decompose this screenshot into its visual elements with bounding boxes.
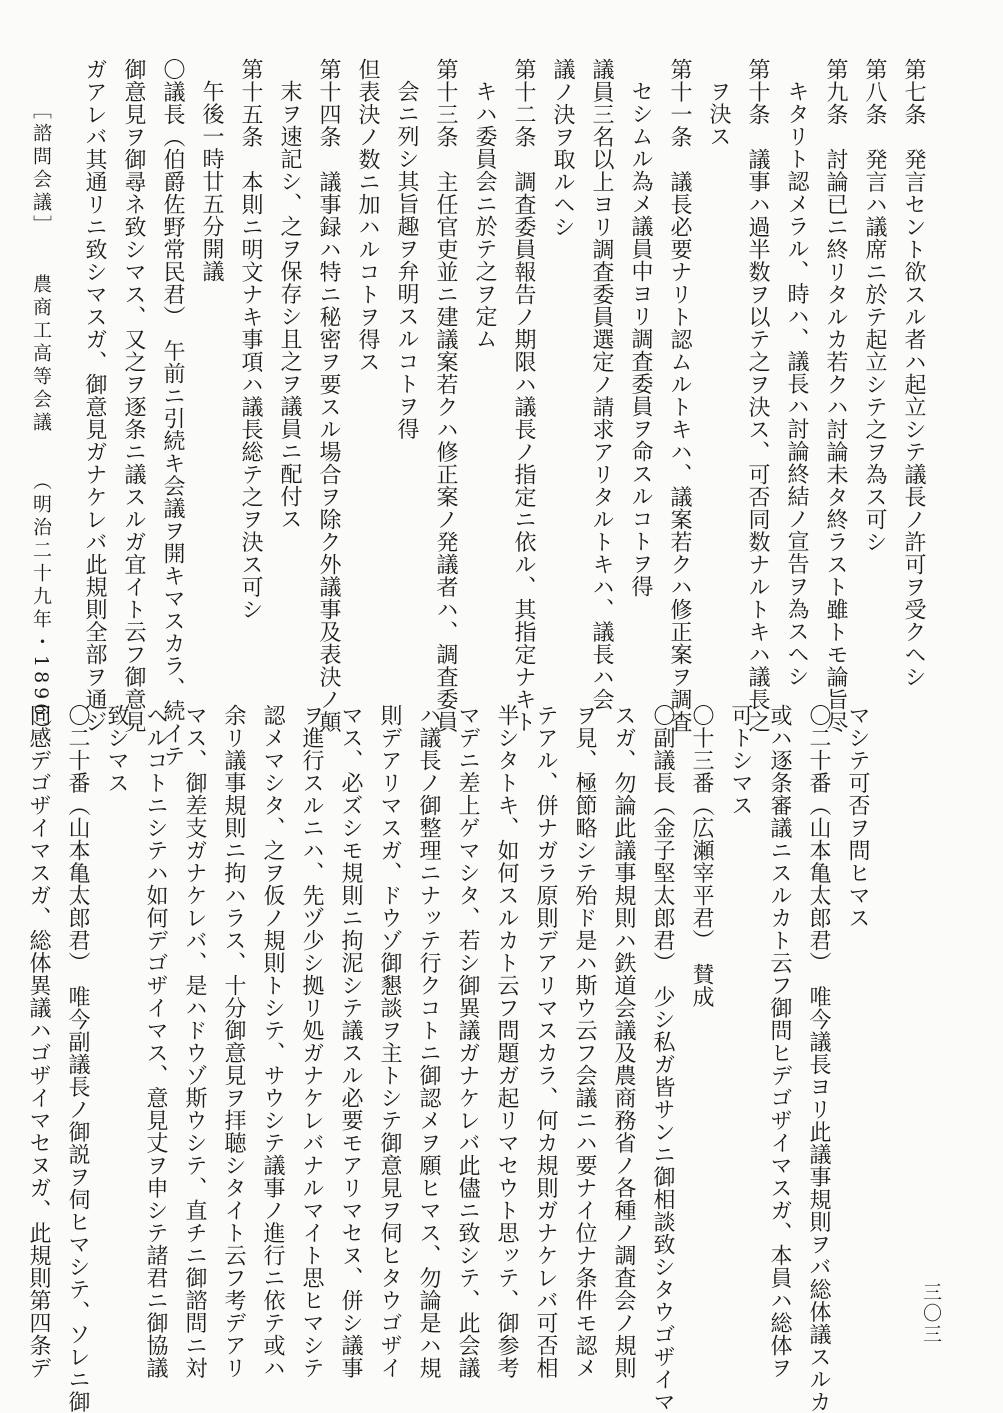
text-line: マス、御差支ガナケレバ、是ハドウゾ斯ウシテ、直チニ御諮問ニ対 [182, 704, 207, 1379]
text-line: 第九条 討論已ニ終リタルカ若クハ討論未タ終ラスト雖トモ論旨尽 [823, 58, 848, 733]
text-line: 第十条 議事ハ過半数ヲ以テ之ヲ決ス、可否同数ナルトキハ議長之 [745, 58, 770, 733]
text-line: マシテ可否ヲ問ヒマス [845, 704, 870, 929]
text-line: 議ノ決ヲ取ルヘシ [550, 58, 575, 238]
text-line: 第八条 発言ハ議席ニ於テ起立シテ之ヲ為ス可シ [862, 58, 887, 553]
text-line: ヘルコトニシテハ如何デゴザイマス、意見丈ヲ申シテ諸君ニ御協議 [143, 704, 168, 1379]
text-line: 末ヲ速記シ、之ヲ保存シ且之ヲ議員ニ配付ス [277, 80, 302, 530]
header-title: 農商工高等会議 [30, 274, 52, 436]
text-line: 第十三条 主任官吏並ニ建議案若クハ修正案ノ発議者ハ、調査委員 [433, 58, 458, 733]
running-header [28, 100, 55, 768]
lower-text-block [26, 704, 877, 1413]
text-line: 第十二条 調査委員報告ノ期限ハ議長ノ指定ニ依ル、其指定ナキト [511, 58, 536, 733]
text-line: 第十五条 本則ニ明文ナキ事項ハ議長総テ之ヲ決ス可シ [238, 58, 263, 621]
text-line: テアル、併ナガラ原則デアリマスカラ、何カ規則ガナケレバ可否相 [533, 704, 558, 1379]
text-line: スガ、勿論此議事規則ハ鉄道会議及農商務省ノ各種ノ調査会ノ規則 [611, 704, 636, 1379]
text-line: 会ニ列シ其旨趣ヲ弁明スルコトヲ得 [394, 80, 419, 440]
page-number: 三〇三 [920, 1282, 942, 1345]
text-line: 御意見ヲ御尋ネ致シマス、又之ヲ逐条ニ議スルガ宜イト云フ御意見 [121, 58, 146, 733]
text-line: 余リ議事規則ニ拘ハラス、十分御意見ヲ拝聴シタイト云フ考デアリ [221, 704, 246, 1379]
text-line: ヲ決ス [706, 80, 731, 148]
text-line: 第十四条 議事録ハ特ニ秘密ヲ要スル場合ヲ除ク外議事及表決ノ顛 [316, 58, 341, 733]
text-line: 第十一条 議長必要ナリト認ムルトキハ、議案若クハ修正案ヲ調査 [667, 58, 692, 733]
text-line: セシムル為メ議員中ヨリ調査委員ヲ命スルコトヲ得 [628, 80, 653, 598]
text-line: 〇二十番（山本亀太郎君） 唯今議長ヨリ此議事規則ヲバ総体議スルカ [806, 704, 831, 1413]
text-line: 致シマス [104, 704, 129, 794]
text-line: ヲ見、極節略シテ殆ド是ハ斯ウ云フ会議ニハ要ナイ位ナ条件モ認メ [572, 704, 597, 1379]
text-line: キタリト認メラル、時ハ、議長ハ討論終結ノ宣告ヲ為スヘシ [784, 80, 809, 688]
text-line: 第七条 発言セント欲スル者ハ起立シテ議長ノ許可ヲ受クヘシ [901, 58, 926, 688]
text-line: 可トシマス [728, 704, 753, 817]
text-line: 則デアリマスガ、ドウゾ御懇談ヲ主トシテ御意見ヲ伺ヒタウゴザイ [377, 704, 402, 1379]
text-line: 〇副議長（金子堅太郎君） 少シ私ガ皆サンニ御相談致シタウゴザイマ [650, 704, 675, 1413]
header-section: ［諮問会議］ [30, 100, 52, 238]
text-line: 同感デゴザイマスガ、総体異議ハゴザイマセヌガ、此規則第四条デ [26, 704, 51, 1379]
text-line: マデニ差上ゲマシタ、若シ御異議ガナケレバ此儘ニ致シテ、此会議 [455, 704, 480, 1379]
header-era: （明治二十九年・1896） [30, 471, 52, 743]
text-line: 認メマシタ、之ヲ仮ノ規則トシテ、サウシテ議事ノ進行ニ依テ或ハ [260, 704, 285, 1379]
text-line: ハ議長ノ御整理ニナッテ行クコトニ御認メヲ願ヒマス、勿論是ハ規 [416, 704, 441, 1379]
text-line: ヲ進行スルニハ、先ヅ少シ拠リ処ガナケレバナルマイト思ヒマシテ [299, 704, 324, 1379]
text-line: 午後一時廿五分開議 [199, 80, 224, 283]
text-line: マス、必ズシモ規則ニ拘泥シテ議スル必要モアリマセヌ、併シ議事 [338, 704, 363, 1379]
text-line: 議員三名以上ヨリ調査委員選定ノ請求アリタルトキハ、議長ハ会 [589, 58, 614, 711]
text-line: 半シタトキ、如何スルカト云フ問題ガ起リマセウト思ッテ、御参考 [494, 704, 519, 1379]
text-line: キハ委員会ニ於テ之ヲ定ム [472, 80, 497, 350]
text-line: 或ハ逐条審議ニスルカト云フ御問ヒデゴザイマスガ、本員ハ総体ヲ [767, 704, 792, 1379]
text-line: ガアレバ其通リニ致シマスガ、御意見ガナケレバ此規則全部ヲ通ジ [82, 58, 107, 733]
text-line: 但表決ノ数ニ加ハルコトヲ得ス [355, 58, 380, 373]
text-line: 〇十三番（広瀬宰平君） 賛成 [689, 704, 714, 1008]
text-line: 〇議長（伯爵佐野常民君） 午前ニ引続キ会議ヲ開キマスカラ、続イテ [160, 58, 185, 767]
text-line: 〇二十番（山本亀太郎君） 唯今副議長ノ御説ヲ伺ヒマシテ、ソレニ御 [65, 704, 90, 1413]
